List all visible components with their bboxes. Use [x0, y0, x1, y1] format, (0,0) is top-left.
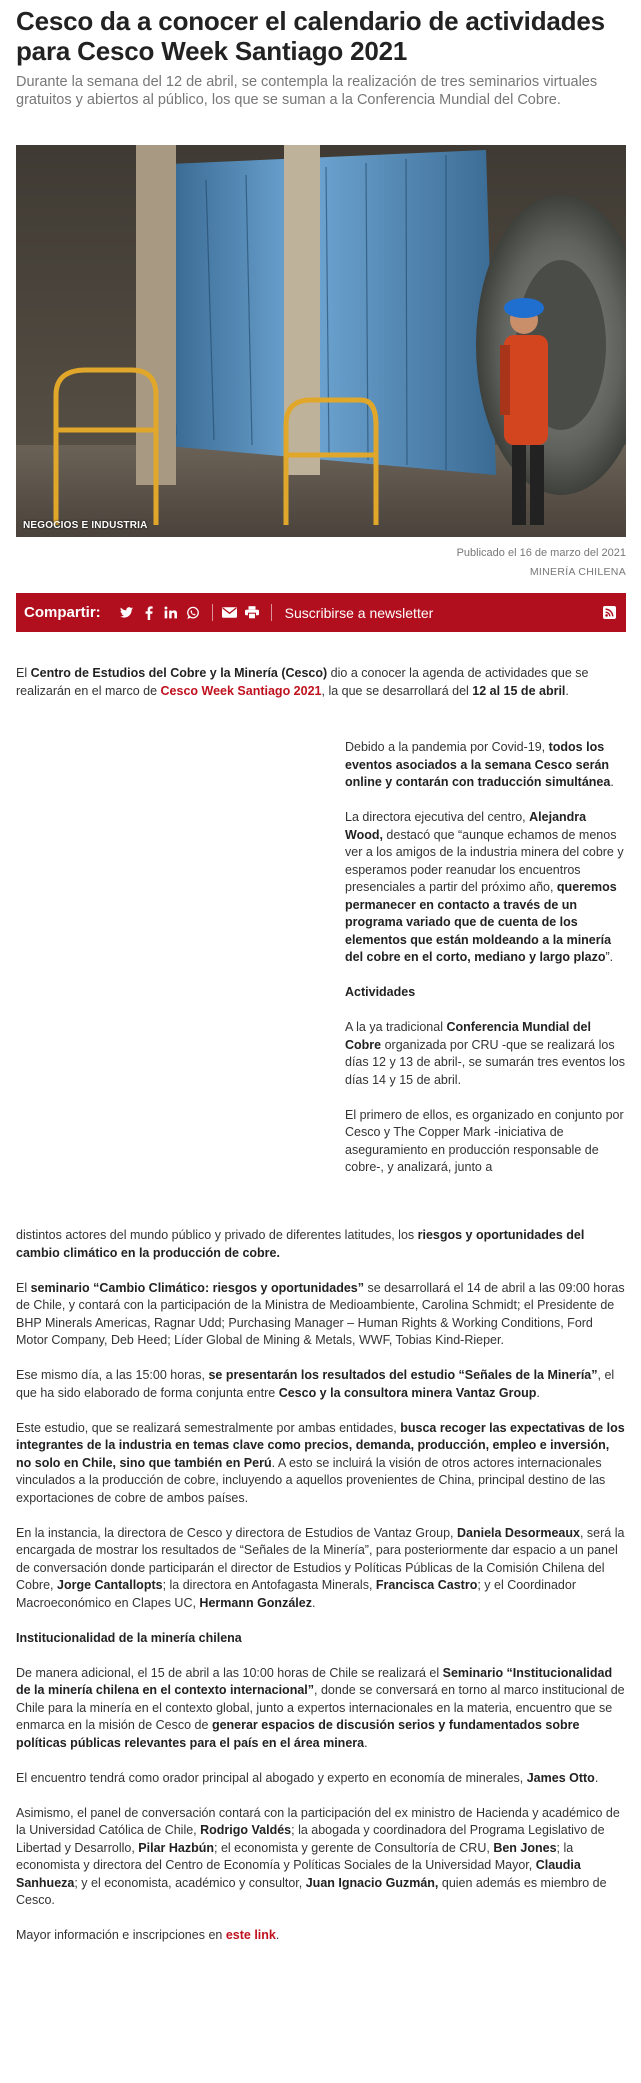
text-run: , la que se desarrollará del	[321, 683, 473, 698]
paragraph	[16, 1927, 626, 1945]
source-label[interactable]: MINERÍA CHILENA	[529, 566, 626, 578]
text-run: distintos actores del mundo público y privado de diferentes latitudes, los	[16, 1228, 418, 1242]
bold-run: James Otto	[526, 1770, 595, 1785]
text-run: .	[311, 1595, 316, 1610]
paragraph: El primero de ellos, es organizado en conjunto por Cesco y The Copper Mark -iniciativa de aseguramiento en producción responsable de cobre-, y analizará, junto a	[345, 1107, 624, 1174]
hero-image[interactable]	[16, 145, 626, 537]
share-divider	[271, 604, 272, 621]
text-run: La directora ejecutiva del centro,	[345, 810, 530, 824]
paragraph	[16, 665, 626, 700]
twitter-icon[interactable]	[119, 605, 135, 621]
article-header	[16, 0, 626, 109]
text-run: De manera adicional, el 15 de abril a las 10:00 horas de Chile se realizará el	[16, 1665, 443, 1680]
bold-run: Cesco y la consultora minera Vantaz Group	[278, 1385, 537, 1400]
bold-run: Claudia Sanhueza	[16, 1858, 581, 1890]
text-run: .	[275, 1928, 280, 1942]
text-run: quien además es miembro de Cesco.	[16, 1875, 607, 1907]
text-run: . A esto se incluirá la visión de otros actores internacionales vinculados a la producción de cobre, incluyendo a aquellos provenientes de China, principal destino de las exportaciones de cobre de ambos países.	[16, 1455, 606, 1505]
text-run: organizada por CRU -que se realizará los días 12 y 13 de abril-, se sumarán tres eventos los días 14 y 15 de abril.	[345, 1037, 626, 1087]
bold-run: riesgos y oportunidades del cambio climático en la producción de cobre.	[16, 1228, 585, 1260]
bold-run: Daniela Desormeaux	[456, 1525, 580, 1540]
text-run: ; el economista y gerente de Consultoría de CRU,	[214, 1840, 494, 1855]
text-run: , donde se conversará en torno al marco institucional de Chile para la minería en el contexto global, junto a expertos internacionales en la materia, encuentro que se enmarca en la misión de Cesco de	[16, 1683, 625, 1732]
text-run: dio a conocer la agenda de actividades que se realizarán en el marco de	[16, 666, 589, 698]
bold-run: se presentarán los resultados del estudio “Señales de la Minería”	[208, 1368, 598, 1382]
paragraph	[345, 809, 626, 967]
text-run: ”.	[605, 950, 614, 964]
article-body	[16, 665, 626, 700]
article-column	[345, 739, 626, 1177]
paragraph	[16, 1280, 626, 1350]
article-subtitle: Durante la semana del 12 de abril, se contempla la realización de tres seminarios virtuales gratuitos y abiertos al público, los que se suman a la Conferencia Mundial del Cobre.	[16, 74, 598, 108]
mail-icon[interactable]	[222, 605, 238, 621]
text-run: ; la economista y directora del Centro de Economía y Políticas Sociales de la Universidad Mayor,	[16, 1840, 574, 1872]
bold-run: queremos permanecer en contacto a través de un programa variado que de cuenta de los elementos que están moldeando a la minería del cobre en el corto, mediano y largo plazo	[345, 880, 617, 964]
bold-run: Francisca Castro	[375, 1578, 478, 1592]
inline-link[interactable]: Cesco Week Santiago 2021	[160, 683, 322, 698]
bold-run: seminario “Cambio Climático: riesgos y oportunidades”	[30, 1280, 364, 1295]
text-run: El	[16, 1280, 31, 1295]
text-run: ; y el economista, académico y consultor,	[74, 1875, 306, 1890]
bold-run: Alejandra Wood,	[345, 810, 587, 842]
bold-run: Hermann González	[199, 1595, 312, 1610]
share-bar	[16, 593, 626, 632]
text-run: Mayor información e inscripciones en	[16, 1928, 226, 1942]
bold-run: Centro de Estudios del Cobre y la Minería (Cesco)	[30, 666, 328, 680]
text-run: El encuentro tendrá como orador principal al abogado y experto en economía de minerales,	[16, 1770, 527, 1785]
bold-run: busca recoger las expectativas de los integrantes de la industria en temas clave como precios, demanda, producción, empleo e inversión, no solo en Chile, sino que también en Perú	[16, 1420, 625, 1470]
paragraph	[345, 1019, 626, 1089]
article-body-continued	[16, 1227, 626, 1945]
paragraph	[16, 1805, 626, 1910]
share-divider	[212, 604, 213, 621]
category-label[interactable]: NEGOCIOS E INDUSTRIA	[23, 520, 148, 531]
section-heading-institutional: Institucionalidad de la minería chilena	[16, 1630, 242, 1645]
whatsapp-icon[interactable]	[185, 605, 201, 621]
bold-run: Jorge Cantallopts	[57, 1578, 163, 1592]
text-run: .	[364, 1735, 368, 1750]
bold-run: Seminario “Institucionalidad de la minería chilena en el contexto internacional”	[16, 1665, 613, 1697]
text-run: .	[594, 1770, 599, 1785]
text-run: Ese mismo día, a las 15:00 horas,	[16, 1368, 209, 1382]
published-date: Publicado el 16 de marzo del 2021	[456, 547, 626, 559]
bold-run: 12 al 15 de abril	[472, 683, 566, 698]
bold-run: generar espacios de discusión serios y fundamentados sobre políticas públicas relevantes para el país en el área minera	[16, 1718, 580, 1750]
bold-run: Rodrigo Valdés	[200, 1823, 292, 1837]
text-run: , será la encargada de mostrar los resultados de “Señales de la Minería”, para posteriormente dar espacio a un panel de conversación donde participarán el director de Estudios y Políticas Públicas de la Comisión Chilena del Cobre,	[16, 1525, 625, 1592]
mining-mill-photo	[16, 145, 626, 537]
linkedin-icon[interactable]	[163, 605, 179, 621]
text-run: ; la abogada y coordinadora del Programa Legislativo de Libertad y Desarrollo,	[16, 1823, 605, 1855]
text-run: se desarrollará el 14 de abril a las 09:00 horas de Chile, y contará con la participación de la Ministra de Medioambiente, Carolina Schmidt; el Presidente de BHP Minerals Americas, Ragnar Udd; Purchasing Manager – Human Rights & Working Conditions, Ford Motor Company, Deb Heed; Líder Global de Mining & Metals, WWF, Tobias Kind-Rieper.	[16, 1280, 625, 1347]
text-run: A la ya tradicional	[345, 1020, 447, 1034]
bold-run: Pilar Hazbún	[138, 1840, 214, 1855]
text-run: destacó que “aunque echamos de menos ver a los amigos de la industria minera del cobre y esperamos poder reanudar los encuentros presenciales a partir del próximo año,	[345, 827, 624, 894]
text-run: En la instancia, la directora de Cesco y directora de Estudios de Vantaz Group,	[16, 1525, 457, 1540]
text-run: .	[610, 775, 614, 789]
section-heading-activities: Actividades	[345, 985, 416, 999]
paragraph	[345, 739, 626, 792]
text-run: Este estudio, que se realizará semestralmente por ambas entidades,	[16, 1420, 401, 1435]
bold-run: todos los eventos asociados a la semana Cesco serán online y contarán con traducción simultánea	[345, 740, 611, 789]
newsletter-link[interactable]: Suscribirse a newsletter	[284, 604, 434, 621]
bold-run: Juan Ignacio Guzmán,	[305, 1875, 439, 1890]
text-run: .	[565, 683, 569, 698]
share-label: Compartir:	[24, 604, 101, 621]
text-run: .	[536, 1385, 540, 1400]
text-run: El	[16, 666, 31, 680]
text-run: Asimismo, el panel de conversación contará con la participación del ex ministro de Hacienda y académico de la Universidad Católica de Chile,	[16, 1805, 620, 1837]
facebook-icon[interactable]	[141, 605, 157, 621]
bold-run: Ben Jones	[493, 1840, 557, 1855]
article-title: Cesco da a conocer el calendario de actividades para Cesco Week Santiago 2021	[16, 6, 605, 66]
text-run: , el que ha sido elaborado de forma conjunta entre	[16, 1368, 615, 1400]
rss-icon[interactable]	[601, 605, 617, 621]
paragraph	[16, 1665, 626, 1753]
inline-link[interactable]: este link	[225, 1928, 276, 1942]
paragraph	[16, 1525, 626, 1613]
text-run: Debido a la pandemia por Covid-19,	[345, 740, 549, 754]
print-icon[interactable]	[244, 605, 260, 621]
paragraph	[16, 1420, 626, 1508]
text-run: ; la directora en Antofagasta Minerals,	[162, 1578, 376, 1592]
paragraph	[16, 1227, 626, 1262]
text-run: ; y el Coordinador Macroeconómico en Clapes UC,	[16, 1578, 576, 1610]
bold-run: Conferencia Mundial del Cobre	[345, 1020, 591, 1052]
paragraph	[16, 1367, 626, 1402]
paragraph	[16, 1770, 626, 1788]
